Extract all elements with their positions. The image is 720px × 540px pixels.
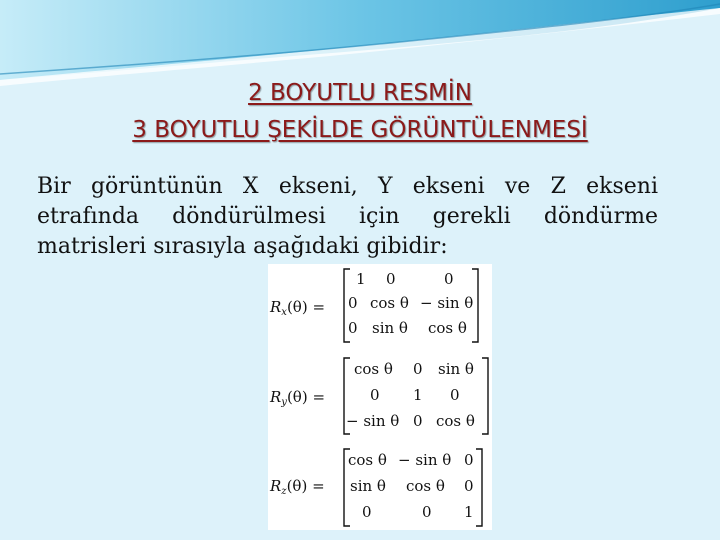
ry-right-bracket [482,358,488,434]
ry-cell-3-1: − sin θ [346,412,400,430]
rz-cell-1-3: 0 [464,451,474,469]
body-paragraph: Bir görüntünün X ekseni, Y ekseni ve Z ekseni etrafında döndürülmesi için gerekli döndürme matrisleri sırasıyla aşağıdaki gibidir: [37,174,658,259]
rz-cell-2-2: cos θ [406,477,445,495]
rx-cell-2-2: cos θ [370,294,409,312]
rz-label: $R_z(\theta)$ = [270,477,325,497]
rz-matrix [269,449,482,526]
ry-cell-2-1: 0 [370,386,380,404]
ry-cell-2-2: 1 [413,386,423,404]
page-title-line-2: 3 BOYUTLU ŞEKİLDE GÖRÜNTÜLENMESİ [132,117,588,143]
rx-cell-1-3: 0 [444,270,454,288]
rx-cell-2-3: − sin θ [420,294,474,312]
rz-cell-2-1: sin θ [350,477,386,495]
rx-cell-1-1: 1 [356,270,366,288]
rx-label: $R_x(\theta)$ = [270,298,326,318]
rotation-matrices-figure [268,264,492,530]
rx-cell-1-2: 0 [386,270,396,288]
ry-cell-1-2: 0 [413,360,423,378]
rz-cell-1-2: − sin θ [398,451,452,469]
ry-cell-2-3: 0 [450,386,460,404]
rz-cell-1-1: cos θ [348,451,387,469]
ry-matrix [269,358,488,434]
header-wave-decoration [0,0,720,90]
rz-cell-3-3: 1 [464,503,474,521]
ry-label: $R_y(\theta)$ = [270,388,326,408]
rx-cell-3-3: cos θ [428,319,467,337]
rx-cell-3-2: sin θ [372,319,408,337]
rz-cell-2-3: 0 [464,477,474,495]
ry-cell-1-1: cos θ [354,360,393,378]
rx-cell-3-1: 0 [348,319,358,337]
rz-cell-3-2: 0 [422,503,432,521]
ry-cell-3-3: cos θ [436,412,475,430]
rx-matrix [269,269,478,342]
rz-right-bracket [476,449,482,526]
ry-cell-1-3: sin θ [438,360,474,378]
page-title-line-1: 2 BOYUTLU RESMİN [248,80,472,106]
rx-cell-2-1: 0 [348,294,358,312]
rz-cell-3-1: 0 [362,503,372,521]
ry-cell-3-2: 0 [413,412,423,430]
